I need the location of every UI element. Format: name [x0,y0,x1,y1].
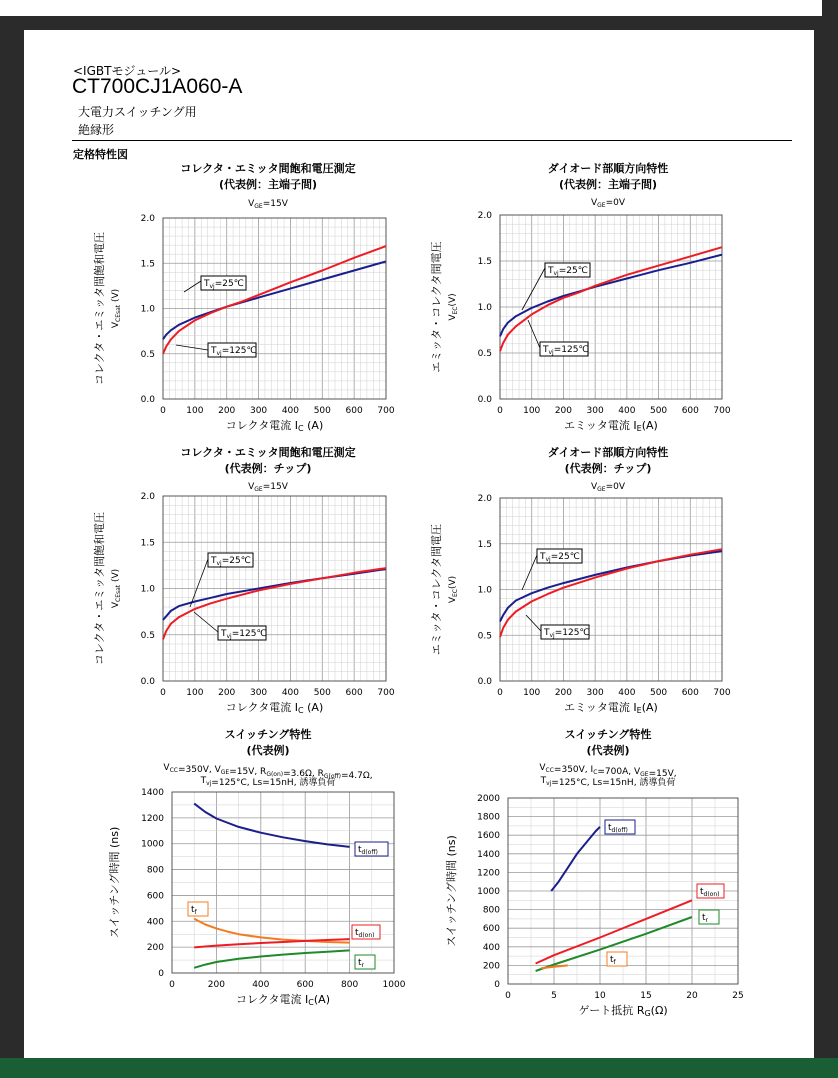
annotation-4 [607,952,627,966]
y-tick-label: 0.0 [140,677,155,687]
x-tick-label: 400 [618,406,636,416]
annotation-label: $t_{d(off)}$ [358,845,378,856]
chart-condition: $V_{GE}=15V$ [248,482,288,493]
y-tick-label: 1400 [141,788,164,798]
chart-1 [93,161,395,433]
annotation-label: $T_{vj}=25℃$ [211,556,251,567]
series-line-1 [194,804,349,847]
product-category: <IGBTモジュール> [73,64,182,78]
y-tick-label: 1000 [477,887,500,897]
x-tick-label: 400 [281,406,300,416]
x-tick-label: 600 [345,688,363,698]
series-line-2 [194,919,349,943]
annotation-1 [184,276,246,292]
chart-title: コレクタ・エミッタ間飽和電圧測定 [180,162,356,175]
x-tick-label: 5 [551,991,557,1001]
y-tick-label: 0.5 [477,631,492,642]
y-axis-label: エミッタ・コレクタ間電圧 [430,523,443,656]
annotation-label: $T_{vj}=125℃$ [211,346,257,357]
chart-title: スイッチング特性 [224,728,312,741]
y-tick-label: 0.0 [477,395,492,405]
chart-grid [500,498,722,681]
x-tick-label: 700 [713,406,731,416]
annotation-label: $t_r$ [358,958,364,969]
x-tick-label: 200 [218,406,236,416]
chart-condition: $V_{GE}=15V$ [248,199,288,210]
y-tick-label: 0.5 [140,630,155,641]
y-tick-label: 800 [482,905,500,916]
x-tick-label: 0 [497,688,503,698]
x-tick-label: 200 [554,688,573,698]
x-tick-label: 0 [505,991,511,1001]
annotation-label: $t_r$ [702,913,708,924]
y-tick-label: 600 [146,891,164,902]
series-line-1 [163,569,386,620]
x-tick-label: 600 [345,406,363,416]
y-tick-label: 1.0 [140,584,155,595]
y-tick-label: 0 [158,969,164,979]
y-tick-label: 1600 [477,831,500,842]
y-tick-label: 1.5 [477,539,492,550]
y-tick-label: 1800 [477,812,500,823]
y-axis-label: コレクタ・エミッタ間飽和電圧 [93,231,106,386]
y-tick-label: 1.5 [477,257,492,267]
x-tick-label: 100 [523,688,541,698]
x-tick-label: 500 [649,406,668,416]
chart-condition: $V_{GE}=0V$ [590,198,626,209]
x-tick-label: 700 [713,688,731,698]
annotation-2 [697,884,724,898]
y-tick-label: 2.0 [477,494,492,504]
y-tick-label: 0 [494,980,500,990]
annotation-1 [605,820,635,834]
y-tick-label: 400 [146,917,164,928]
y-tick-label: 1.0 [477,303,492,313]
y-tick-label: 1.5 [140,259,155,270]
x-axis-label: コレクタ電流 IC (A) [225,701,324,715]
x-tick-label: 600 [681,406,699,416]
x-tick-label: 200 [218,688,236,698]
x-tick-label: 400 [281,688,300,698]
series-line-2 [163,246,386,354]
y-tick-label: 200 [482,961,500,972]
series-line-4 [541,965,568,968]
x-tick-label: 300 [586,688,604,698]
chart-condition-line: $V_{CC}=350V$, $I_C=700A$, $V_{GE}=15V$, [539,763,677,779]
y-axis-unit: $V_{CEsat}$ (V) [111,288,122,329]
x-axis-label: エミッタ電流 IE(A) [564,701,658,715]
x-tick-label: 600 [296,980,314,990]
x-tick-label: 500 [649,688,668,698]
chart-grid [163,218,386,399]
y-tick-label: 800 [146,865,164,876]
x-tick-label: 1000 [382,980,406,990]
x-tick-label: 200 [554,406,573,416]
chart-subtitle: (代表例) [246,744,290,757]
series-line-1 [500,551,722,621]
chart-condition-line: $V_{CC}=350V$, $V_{GE}=15V$, $R_{G(on)}=3.6\Omega$, $R_{G(off)}=4.7\Omega$, [163,763,373,781]
x-tick-label: 100 [523,406,541,416]
insulation-line: 絶縁形 [78,123,115,137]
annotation-label: $t_f$ [191,905,197,916]
chart-condition: $V_{GE}=0V$ [590,482,626,493]
model-number: CT700CJ1A060-A [72,75,243,98]
x-tick-label: 800 [341,980,359,990]
y-axis-label: エミッタ・コレクタ間電圧 [430,241,443,373]
annotation-label: $T_{vj}=25℃$ [548,266,588,277]
chart-title: ダイオード部順方向特性 [547,446,669,459]
annotation-leader [522,555,537,590]
chart-title: ダイオード部順方向特性 [547,162,669,175]
y-tick-label: 0.5 [477,349,492,359]
y-tick-label: 1200 [141,813,164,824]
y-axis-unit: $V_{EC}(V)$ [448,575,459,604]
x-tick-label: 300 [586,406,604,416]
annotation-1 [190,553,253,607]
chart-5 [107,727,406,1007]
annotation-label: $T_{vj}=125℃$ [544,628,590,639]
x-tick-label: 100 [186,688,204,698]
x-tick-label: 0 [160,406,166,416]
chart-6 [444,727,744,1018]
y-tick-label: 400 [482,942,500,953]
x-axis-label: コレクタ電流 IC (A) [225,419,324,433]
x-tick-label: 500 [313,406,331,416]
x-tick-label: 0 [497,406,503,416]
x-axis-label: エミッタ電流 IE(A) [564,419,658,433]
chart-3 [93,445,395,715]
x-tick-label: 300 [249,406,268,416]
x-tick-label: 100 [186,406,204,416]
x-tick-label: 15 [640,991,652,1001]
y-tick-label: 2000 [477,794,500,804]
x-tick-label: 25 [732,991,744,1001]
annotation-1 [355,842,388,856]
annotation-label: $T_{vj}=25℃$ [204,279,244,290]
y-tick-label: 1.0 [140,304,155,315]
x-tick-label: 700 [377,688,395,698]
chart-grid [163,496,386,681]
y-axis-unit: $V_{EC}(V)$ [448,293,459,321]
chart-subtitle: (代表例：主端子間) [558,178,658,191]
chart-condition-line: $T_{vj}=125^\circ C$, Ls=15nH, 誘導負荷 [200,776,336,788]
chart-condition-line: $T_{vj}=125^\circ C$, Ls=15nH, 誘導負荷 [540,776,676,788]
chart-title: スイッチング特性 [564,728,652,741]
y-axis-label: コレクタ・エミッタ間飽和電圧 [93,511,106,666]
chart-subtitle: (代表例：チップ) [224,462,312,475]
chart-title: コレクタ・エミッタ間飽和電圧測定 [180,446,356,459]
annotation-label: $t_{d(on)}$ [355,928,375,939]
x-axis-label: コレクタ電流 IC(A) [235,993,331,1007]
x-axis-label: ゲート抵抗 RG(Ω) [578,1004,668,1018]
y-tick-label: 1000 [141,839,164,850]
annotation-label: $T_{vj}=125℃$ [221,629,267,640]
x-tick-label: 300 [249,688,268,698]
annotation-label: $t_{d(off)}$ [608,823,628,834]
series-line-2 [163,568,386,639]
annotation-label: $T_{vj}=25℃$ [540,552,580,563]
annotation-leader [194,612,218,632]
annotation-2 [176,343,257,357]
chart-2 [430,161,731,433]
series-line-4 [194,950,349,967]
x-tick-label: 20 [686,991,698,1001]
annotation-4 [355,955,375,969]
y-tick-label: 0.5 [140,349,155,360]
y-tick-label: 200 [146,943,164,954]
annotation-3 [699,910,719,924]
y-tick-label: 0.0 [140,395,155,405]
x-tick-label: 0 [169,980,175,990]
x-tick-label: 200 [207,980,225,990]
x-tick-label: 400 [618,688,636,698]
y-tick-label: 1200 [477,868,500,879]
y-tick-label: 1.5 [140,538,155,549]
series-line-1 [551,827,600,891]
x-tick-label: 600 [681,688,699,698]
application-line: 大電力スイッチング用 [78,105,197,119]
section-title: 定格特性図 [73,148,128,161]
chart-subtitle: (代表例：主端子間) [218,178,318,191]
annotation-label: $t_{d(on)}$ [700,887,720,898]
series-line-1 [500,255,722,337]
y-axis-label: スイッチング時間 (ns) [445,835,458,947]
chart-4 [430,445,731,715]
y-axis-unit: $V_{CEsat}$ (V) [111,568,122,609]
y-tick-label: 1400 [477,849,500,860]
x-tick-label: 400 [252,980,270,990]
x-tick-label: 10 [594,991,606,1001]
y-tick-label: 0.0 [477,677,492,687]
series-line-1 [163,261,386,339]
annotation-2 [188,902,208,916]
y-tick-label: 2.0 [477,211,492,221]
chart-subtitle: (代表例) [586,744,630,757]
x-tick-label: 500 [313,688,331,698]
annotation-3 [352,925,380,939]
annotation-leader [526,615,541,631]
series-line-3 [194,939,349,947]
annotation-leader [176,345,208,350]
chart-subtitle: (代表例：チップ) [564,462,652,475]
x-tick-label: 0 [160,688,166,698]
y-tick-label: 2.0 [140,492,155,502]
x-tick-label: 700 [377,406,395,416]
annotation-label: $t_f$ [610,955,616,966]
y-axis-label: スイッチング時間 (ns) [108,826,121,939]
y-tick-label: 2.0 [140,214,155,224]
y-tick-label: 1.0 [477,585,492,596]
annotation-label: $T_{vj}=125℃$ [543,345,589,356]
y-tick-label: 600 [482,924,500,935]
